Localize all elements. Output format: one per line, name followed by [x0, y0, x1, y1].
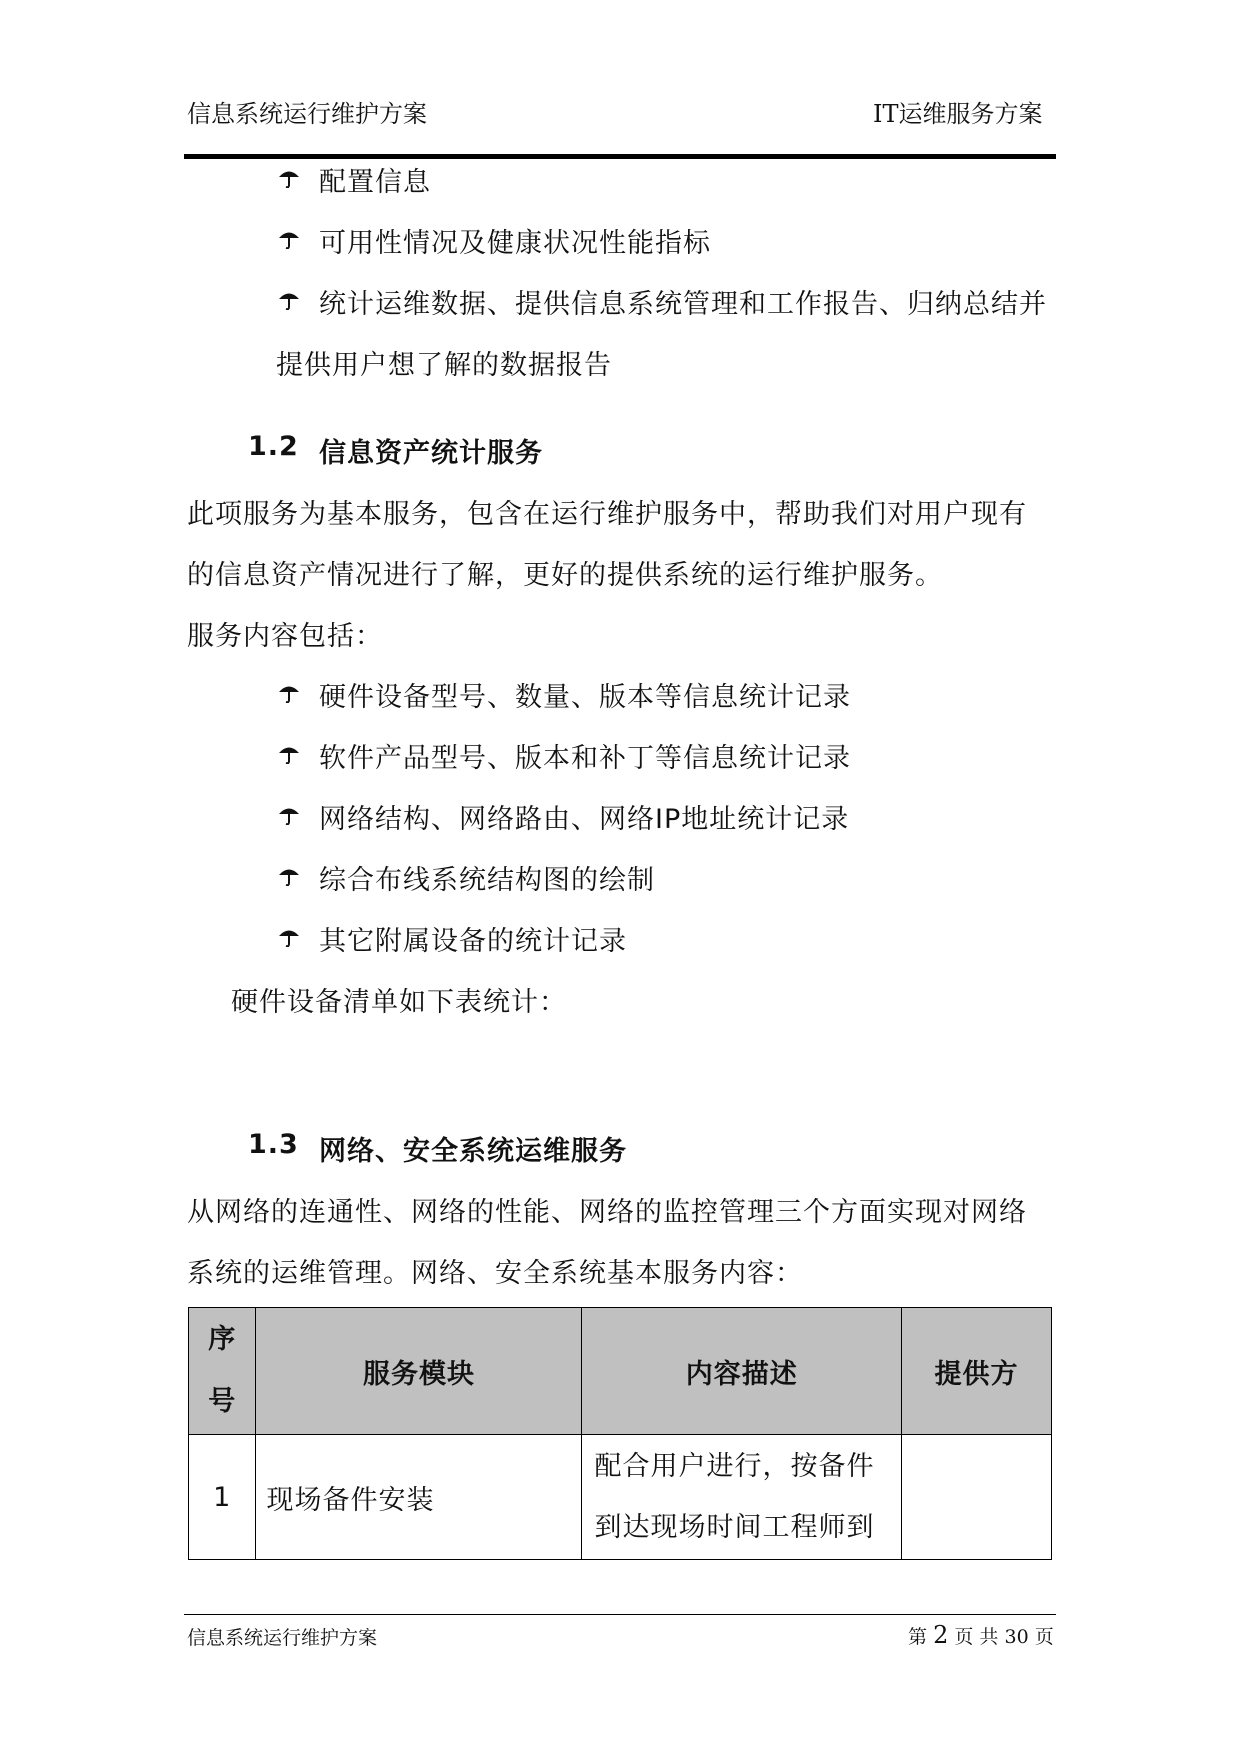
bullet-item: 其它附属设备的统计记录: [319, 926, 627, 957]
bullet-item: 软件产品型号、版本和补丁等信息统计记录: [319, 743, 851, 774]
umbrella-bullet-icon: [277, 742, 301, 764]
cell-number: 1: [189, 1435, 256, 1560]
table-row: [189, 1435, 1052, 1560]
cell-description-line2: 到达现场时间工程师到: [594, 1512, 875, 1543]
umbrella-bullet-icon: [277, 166, 301, 188]
bullet-item: 网络结构、网络路由、网络IP地址统计记录: [319, 804, 850, 835]
umbrella-bullet-icon: [277, 864, 301, 886]
footer-page-indicator: [908, 1621, 1054, 1649]
umbrella-bullet-icon: [277, 925, 301, 947]
header-left-title: 信息系统运行维护方案: [187, 100, 427, 128]
header-rule: [184, 154, 1056, 159]
section-number: 1.2: [248, 431, 299, 462]
column-header-module: 服务模块: [256, 1308, 582, 1435]
footer-left-title: 信息系统运行维护方案: [187, 1627, 378, 1649]
umbrella-bullet-icon: [277, 227, 301, 249]
bullet-item: 综合布线系统结构图的绘制: [319, 865, 655, 896]
umbrella-bullet-icon: [277, 288, 301, 310]
bullet-item: 硬件设备型号、数量、版本等信息统计记录: [319, 682, 851, 713]
cell-module: 现场备件安装: [256, 1435, 582, 1560]
header-right-title: IT运维服务方案: [873, 100, 1043, 128]
header-number-line1: 序: [208, 1324, 237, 1355]
page-total: 30: [1004, 1626, 1029, 1648]
paragraph-line: 的信息资产情况进行了解，更好的提供系统的运行维护服务。: [187, 560, 943, 591]
paragraph-line: 从网络的连通性、网络的性能、网络的监控管理三个方面实现对网络: [187, 1197, 1027, 1228]
section-number: 1.3: [248, 1129, 299, 1160]
column-header-provider: 提供方: [901, 1308, 1051, 1435]
page-suffix: 页: [1034, 1626, 1054, 1648]
cell-provider: [901, 1435, 1051, 1560]
closing-line: 硬件设备清单如下表统计：: [231, 987, 567, 1018]
page-current: 2: [933, 1621, 949, 1649]
service-table: [188, 1307, 1052, 1560]
cell-description: [582, 1435, 902, 1560]
bullet-item: 统计运维数据、提供信息系统管理和工作报告、归纳总结并: [319, 289, 1047, 320]
footer-rule: [184, 1614, 1056, 1615]
paragraph-line: 系统的运维管理。网络、安全系统基本服务内容：: [187, 1258, 803, 1289]
section-title: 信息资产统计服务: [319, 438, 543, 469]
bullet-item-continuation: 提供用户想了解的数据报告: [276, 350, 612, 381]
bullet-item: 配置信息: [319, 167, 431, 198]
umbrella-bullet-icon: [277, 803, 301, 825]
page-prefix: 第: [908, 1626, 928, 1648]
header-number-line2: 号: [208, 1386, 237, 1417]
cell-description-line1: 配合用户进行，按备件: [594, 1451, 875, 1482]
content-intro: 服务内容包括：: [187, 621, 383, 652]
umbrella-bullet-icon: [277, 681, 301, 703]
column-header-description: 内容描述: [582, 1308, 902, 1435]
column-header-number: [189, 1308, 256, 1435]
paragraph-line: 此项服务为基本服务，包含在运行维护服务中，帮助我们对用户现有: [187, 499, 1027, 530]
section-title: 网络、安全系统运维服务: [319, 1136, 627, 1167]
table-header-row: [189, 1308, 1052, 1435]
bullet-item: 可用性情况及健康状况性能指标: [319, 228, 711, 259]
page-mid: 页 共: [954, 1626, 999, 1648]
